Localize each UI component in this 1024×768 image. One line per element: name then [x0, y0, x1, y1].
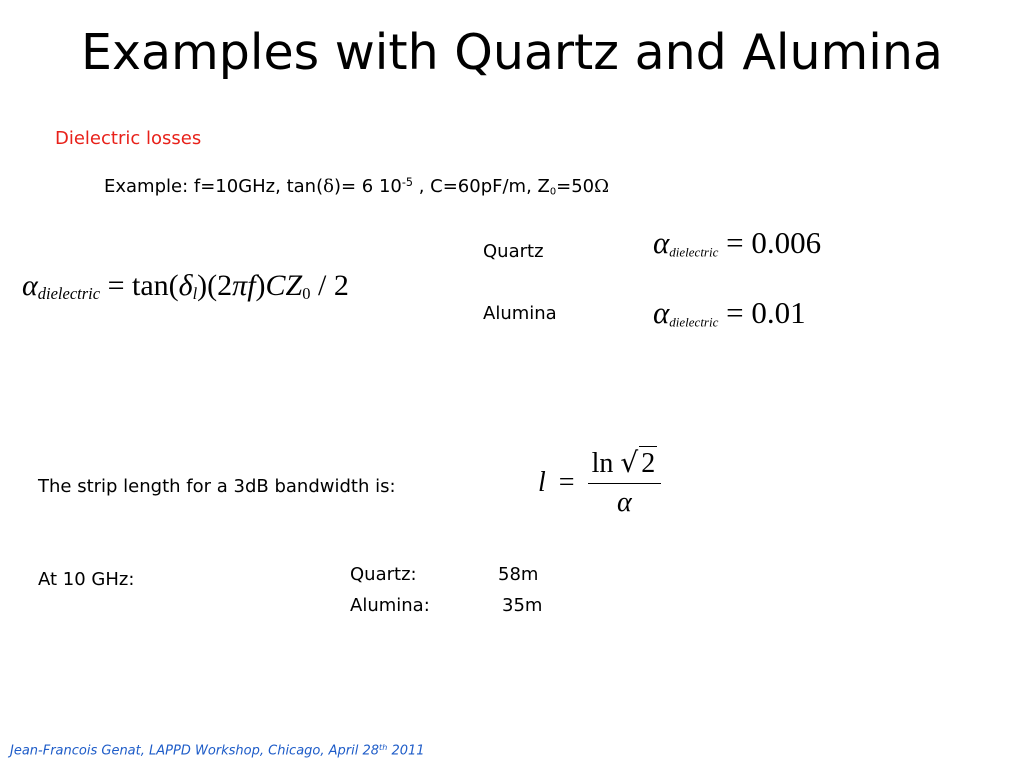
result-alpha-quartz: α [653, 225, 670, 260]
strip-denominator: α [617, 487, 632, 518]
result-value-alumina: = 0.01 [726, 295, 806, 330]
strip-fraction [588, 446, 662, 520]
strip-length-text: The strip length for a 3dB bandwidth is: [38, 476, 396, 497]
attenuation-formula [22, 268, 349, 312]
formula-alpha: α [22, 269, 38, 302]
result-formula-alumina [653, 294, 806, 341]
strip-ln: ln [591, 448, 614, 479]
footer-sup: th [379, 743, 388, 752]
formula-alpha-subscript: dielectric [37, 284, 101, 304]
formula-pi: π [232, 269, 248, 302]
z-value: =50 [556, 176, 595, 198]
z-subscript: 0 [549, 186, 557, 198]
example-exponent: -5 [401, 176, 413, 189]
result-subscript-alumina: dielectric [669, 314, 719, 330]
example-mid: )= 6 10 [333, 176, 402, 198]
result-label-alumina: Alumina [483, 303, 557, 324]
formula-f: f [247, 269, 256, 302]
footer-credit [10, 743, 425, 758]
result-label-quartz: Quartz [483, 241, 544, 262]
formula-cz: CZ [265, 269, 303, 302]
footer-year: 2011 [387, 743, 425, 759]
result-value-quartz: = 0.006 [726, 225, 822, 260]
formula-close: ) [255, 269, 266, 302]
strip-numerator [588, 446, 662, 484]
formula-delta-subscript: l [192, 284, 198, 304]
formula-tail: / 2 [310, 269, 349, 302]
example-rest: , C=60pF/m, Z [412, 176, 550, 198]
footer-main: Jean-Francois Genat, LAPPD Workshop, Chicago, April 28 [10, 743, 380, 759]
omega-symbol: Ω [594, 176, 610, 198]
delta-symbol: δ [323, 176, 334, 198]
example-prefix: Example: f=10GHz, tan( [104, 176, 324, 198]
at10-quartz-name: Quartz: [350, 564, 417, 585]
strip-length-formula [538, 446, 661, 520]
strip-radical: √ [620, 446, 639, 479]
result-alpha-alumina: α [653, 295, 670, 330]
strip-l: l [538, 467, 546, 498]
formula-cz-subscript: 0 [302, 284, 311, 304]
section-label: Dielectric losses [55, 128, 202, 149]
formula-eq: = tan( [107, 269, 179, 302]
at-10ghz-label: At 10 GHz: [38, 569, 135, 590]
slide-title: Examples with Quartz and Alumina [81, 24, 943, 81]
strip-radicand: 2 [641, 448, 656, 479]
formula-mid: )(2 [197, 269, 233, 302]
result-formula-quartz [653, 224, 821, 271]
at10-quartz-value: 58m [498, 564, 539, 585]
result-subscript-quartz: dielectric [669, 244, 719, 260]
strip-eq: = [558, 467, 575, 498]
at10-alumina-name: Alumina: [350, 595, 430, 616]
formula-delta: δ [178, 269, 193, 302]
example-line [104, 172, 609, 204]
at10-alumina-value: 35m [502, 595, 543, 616]
